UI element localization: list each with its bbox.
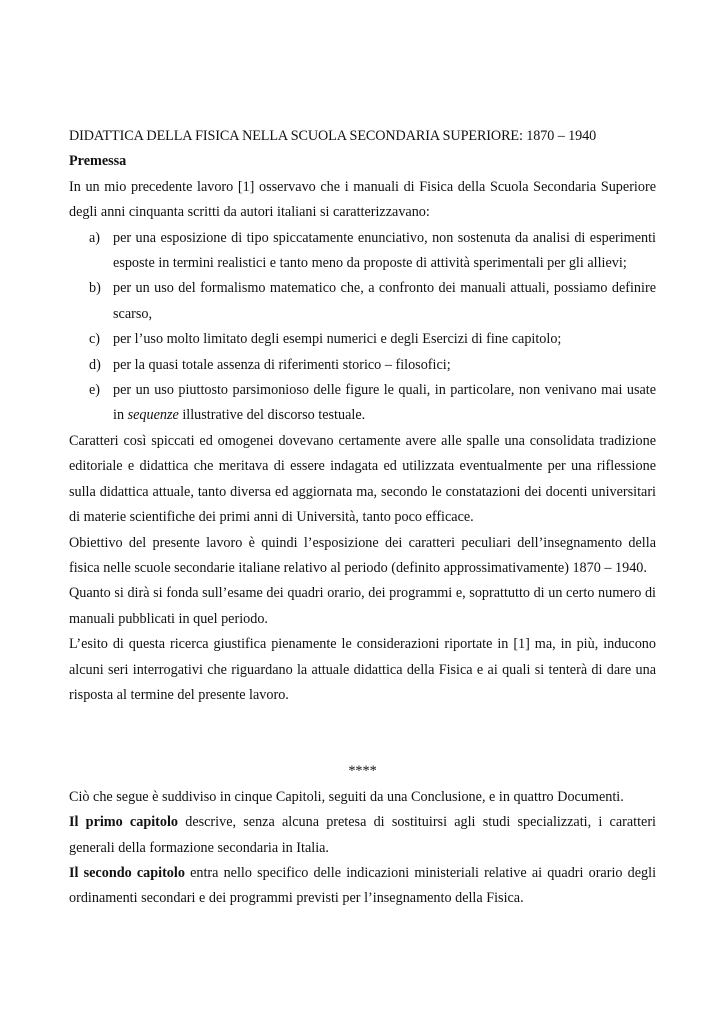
body-paragraph: Obiettivo del presente lavoro è quindi l’esposizione dei caratteri peculiari dell’insegnamento della fisica nelle scuole secondarie italiane relativo al periodo (definito approssimativamente) 1870 – 1940. <box>69 534 656 576</box>
chapter-label: Il secondo capitolo <box>69 864 185 881</box>
list-item-text-part: illustrative del discorso testuale. <box>178 407 366 424</box>
body-paragraph: Caratteri così spiccati ed omogenei dovevano certamente avere alle spalle una consolidata tradizione editoriale e didattica che meritava di essere indagata ed utilizzata eventualmente per una riflessione sulla didattica attuale, tanto diversa ed aggiornata ma, secondo le constatazioni dei docenti universitari di materie scientifiche dei primi anni di Università, tanto poco efficace. <box>69 432 656 526</box>
document-page <box>69 124 656 912</box>
list-marker: a) <box>89 229 101 246</box>
intro-paragraph: In un mio precedente lavoro [1] osservavo che i manuali di Fisica della Scuola Secondaria Superiore degli anni cinquanta scritti da autori italiani si caratterizzavano: <box>69 178 656 221</box>
body-paragraph <box>69 861 656 912</box>
paragraph-text: entra nello specifico delle indicazioni ministeriali relative ai quadri orario degli ordinamenti secondari e dei programmi previsti per l’insegnamento della Fisica. <box>69 864 657 907</box>
list-marker: c) <box>89 331 101 348</box>
body-paragraph <box>69 810 656 861</box>
list-item <box>69 327 656 352</box>
list-marker: e) <box>89 382 101 399</box>
list-item <box>69 378 656 429</box>
paragraph-text: descrive, senza alcuna pretesa di sostituirsi agli studi specializzati, i caratteri generali della formazione secondaria in Italia. <box>69 814 656 856</box>
list-item <box>69 226 656 277</box>
list-item-text: per l’uso molto limitato degli esempi numerici e degli Esercizi di fine capitolo; <box>113 331 562 348</box>
body-paragraph: Quanto si dirà si fonda sull’esame dei quadri orario, dei programmi e, soprattutto di un certo numero di manuali pubblicati in quel periodo. <box>69 585 656 627</box>
list-item-text: per un uso del formalismo matematico che, a confronto dei manuali attuali, possiamo definire scarso, <box>113 280 656 322</box>
section-heading: Premessa <box>69 153 127 170</box>
section-separator: **** <box>348 763 377 780</box>
list-item <box>69 353 656 378</box>
body-paragraph: L’esito di questa ricerca giustifica pienamente le considerazioni riportate in [1] ma, in più, inducono alcuni seri interrogativi che riguardano la attuale didattica della Fisica e ai quali si tenterà di dare una risposta al termine del presente lavoro. <box>69 636 656 703</box>
list-item-text: per la quasi totale assenza di riferimenti storico – filosofici; <box>113 356 451 373</box>
document-title: DIDATTICA DELLA FISICA NELLA SCUOLA SECONDARIA SUPERIORE: 1870 – 1940 <box>69 128 597 144</box>
italic-term: sequenze <box>127 407 179 424</box>
chapter-label: Il primo capitolo <box>69 814 179 831</box>
body-paragraph: Ciò che segue è suddiviso in cinque Capitoli, seguiti da una Conclusione, e in quattro Documenti. <box>69 788 624 805</box>
list-marker: b) <box>89 280 101 297</box>
list-item-text <box>113 382 656 423</box>
characteristics-list <box>69 226 656 429</box>
list-item <box>69 276 656 327</box>
list-item-text: per una esposizione di tipo spiccatamente enunciativo, non sostenuta da analisi di esperimenti esposte in termini realistici e tanto meno da proposte di attività sperimentali per gli allievi; <box>113 229 656 272</box>
list-item-text-part: per un uso piuttosto parsimonioso delle figure le quali, in particolare, non venivano mai usate in <box>113 382 656 424</box>
list-marker: d) <box>89 356 101 373</box>
